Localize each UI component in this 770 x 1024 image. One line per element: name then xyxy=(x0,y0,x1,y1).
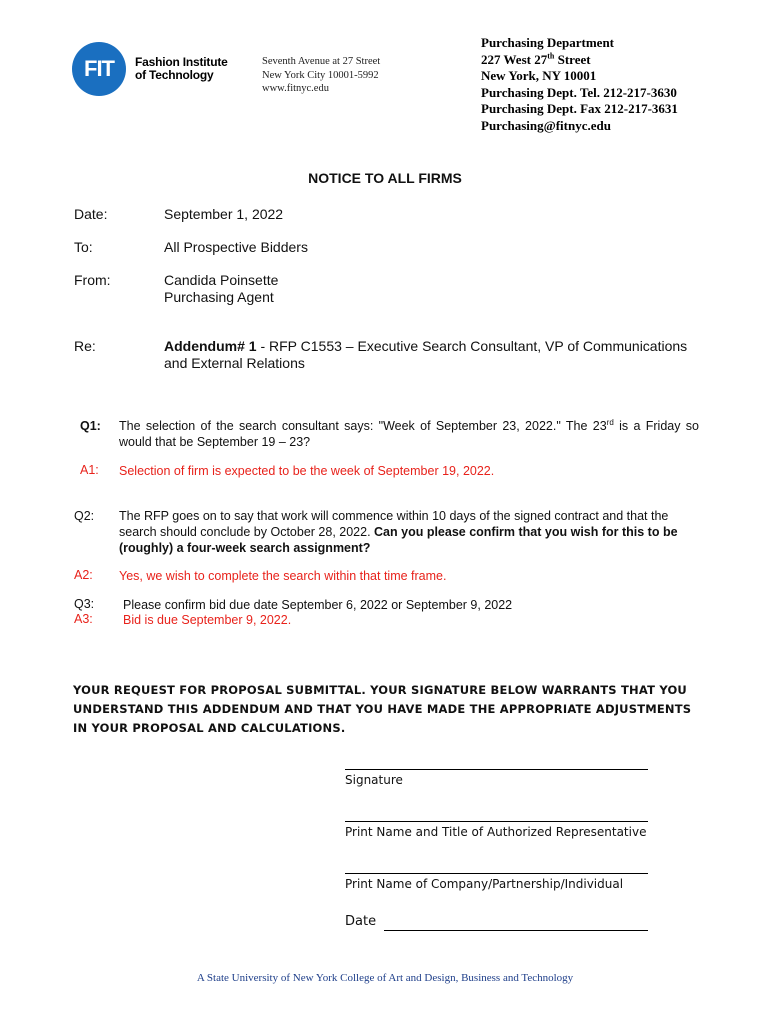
q2-text: The RFP goes on to say that work will commence within 10 days of the signed contract and that the search should conclude by October 28, 2022. Can you please confirm that you wish for this to be (roughly) a four-week search assignment? xyxy=(119,509,678,555)
institution-address xyxy=(262,55,380,96)
name-title-label: Print Name and Title of Authorized Representative xyxy=(345,825,647,839)
signature-date-label: Date xyxy=(345,914,377,929)
re-label: Re: xyxy=(74,338,96,354)
addendum-number: Addendum# 1 xyxy=(164,338,257,354)
to-value: All Prospective Bidders xyxy=(164,239,308,255)
company-line[interactable] xyxy=(345,873,648,874)
a2-text: Yes, we wish to complete the search within that time frame. xyxy=(119,569,447,583)
dept-line4: Purchasing Dept. Tel. 212-217-3630 xyxy=(481,84,677,100)
institution-line2: of Technology xyxy=(135,68,214,82)
footer-tagline: A State University of New York College of Art and Design, Business and Technology xyxy=(196,972,574,984)
address-line3: www.fitnyc.edu xyxy=(262,83,329,94)
name-title-line[interactable] xyxy=(345,821,648,822)
from-value xyxy=(164,272,278,306)
institution-line1: Fashion Institute xyxy=(135,55,228,69)
dept-line1: Purchasing Department xyxy=(481,35,615,50)
re-text: - RFP C1553 – Executive Search Consultant, VP of Communications and External Relations xyxy=(164,338,688,371)
date-value: September 1, 2022 xyxy=(164,206,284,222)
a1-text: Selection of firm is expected to be the week of September 19, 2022. xyxy=(119,464,495,478)
purchasing-dept-block xyxy=(481,35,678,134)
address-line2: New York City 10001-5992 xyxy=(262,69,379,81)
q1-text: The selection of the search consultant says: "Week of September 23, 2022." The 23rd is a Friday so would that be September 19 – 23? xyxy=(119,417,699,449)
a1-label: A1: xyxy=(80,463,99,477)
a3-text: Bid is due September 9, 2022. xyxy=(123,613,292,627)
a2-label: A2: xyxy=(74,568,93,582)
q2-label: Q2: xyxy=(74,509,95,523)
submittal-statement: YOUR REQUEST FOR PROPOSAL SUBMITTAL. YOUR SIGNATURE BELOW WARRANTS THAT YOU UNDERSTAND THIS ADDENDUM AND THAT YOU HAVE MADE THE APPROPRIATE ADJUSTMENTS IN YOUR PROPOSAL AND CALCULATIONS. xyxy=(73,683,692,735)
from-name: Candida Poinsette xyxy=(164,272,279,288)
signature-date-line[interactable] xyxy=(384,930,648,931)
dept-line5: Purchasing Dept. Fax 212-217-3631 xyxy=(481,101,678,116)
signature-label: Signature xyxy=(345,773,403,787)
date-label: Date: xyxy=(74,206,108,222)
re-value xyxy=(164,338,704,372)
a3-label: A3: xyxy=(74,612,93,626)
dept-line2: 227 West 27th Street xyxy=(481,51,591,67)
q3-text: Please confirm bid due date September 6, 2022 or September 9, 2022 xyxy=(123,598,513,612)
company-label: Print Name of Company/Partnership/Individual xyxy=(345,877,624,891)
institution-name xyxy=(135,56,228,82)
fit-logo xyxy=(72,42,126,96)
logo-text: FIT xyxy=(84,56,114,81)
dept-line3: New York, NY 10001 xyxy=(481,68,597,83)
dept-email: Purchasing@fitnyc.edu xyxy=(481,117,611,133)
from-label: From: xyxy=(74,272,111,288)
address-line1: Seventh Avenue at 27 Street xyxy=(262,56,381,67)
from-title: Purchasing Agent xyxy=(164,289,274,305)
signature-line[interactable] xyxy=(345,769,648,770)
to-label: To: xyxy=(74,239,93,255)
q1-label: Q1: xyxy=(80,419,101,433)
q3-label: Q3: xyxy=(74,597,95,611)
notice-title: NOTICE TO ALL FIRMS xyxy=(308,170,462,186)
